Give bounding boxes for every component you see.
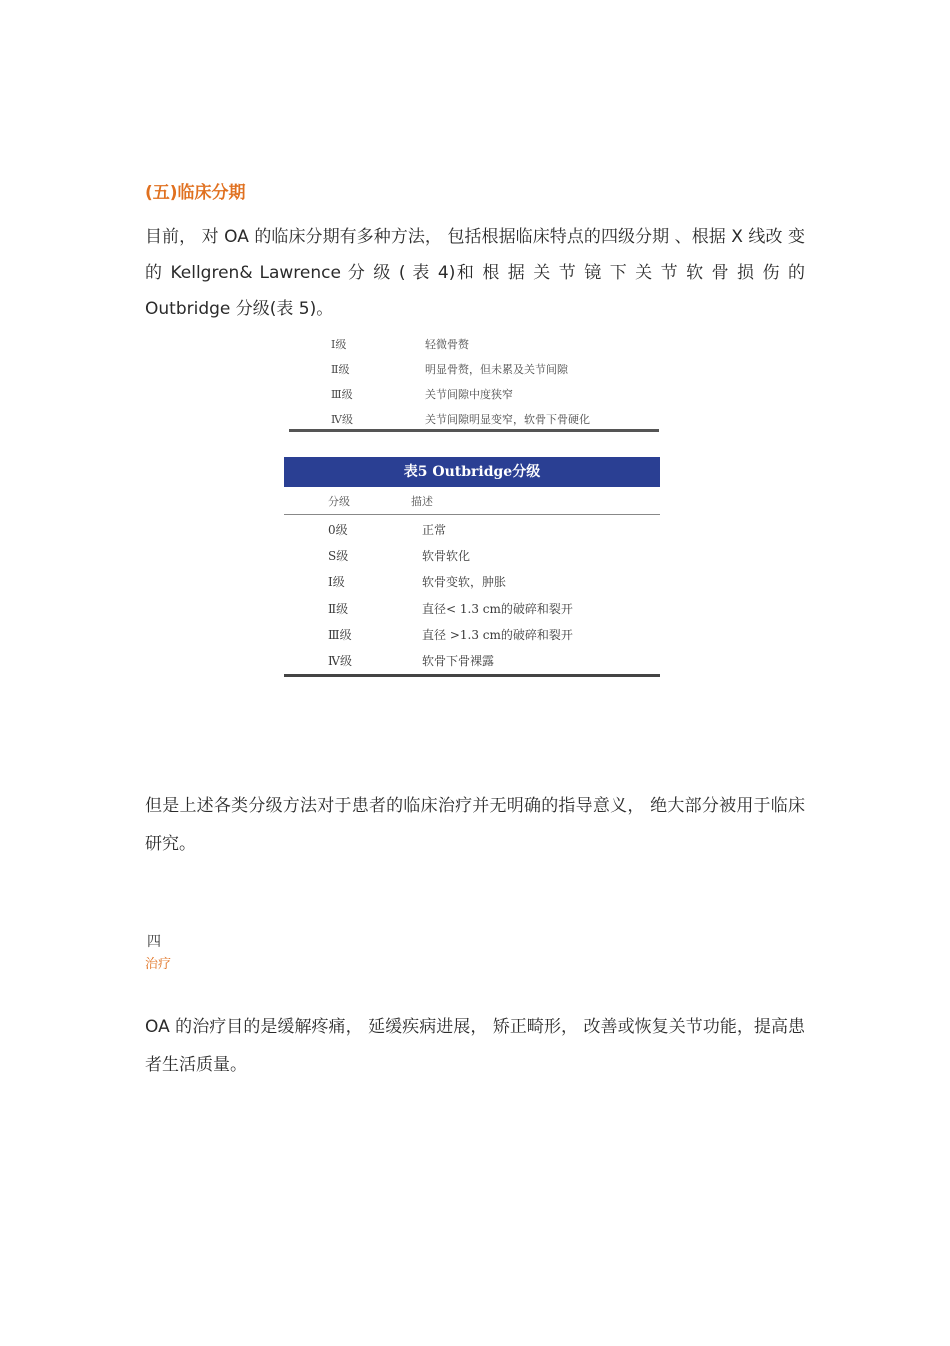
table5-row — [284, 621, 660, 647]
table4-row — [284, 357, 660, 381]
table4-desc: 明显骨赘，但未累及关节间隙 — [425, 363, 568, 376]
table5-col-grade: 分级 — [328, 495, 350, 508]
table5-grade: Ⅰ级 — [328, 575, 345, 589]
table5-row — [284, 542, 660, 568]
table5-row — [284, 568, 660, 594]
chapter-title: 治疗 — [145, 957, 172, 972]
table4-row — [284, 332, 660, 356]
table4-bottom-rule — [289, 429, 659, 432]
table5-row — [284, 647, 660, 673]
limitation-paragraph: 但是上述各类分级方法对于患者的临床治疗并无明确的指导意义， 绝大部分被用于临床研究。 — [145, 796, 805, 854]
chapter-number: 四 — [147, 934, 161, 950]
table4-desc: 轻微骨赘 — [425, 338, 469, 351]
table5-row — [284, 516, 660, 542]
table4-grade: Ⅰ级 — [331, 338, 347, 351]
table5-grade: Ⅱ级 — [328, 602, 349, 616]
staging-tables-image — [284, 318, 660, 680]
table5-desc: 正常 — [422, 523, 447, 537]
section-title: (五)临床分期 — [145, 183, 246, 203]
table5-row — [284, 595, 660, 621]
table4-grade: Ⅳ级 — [331, 413, 353, 426]
table4-grade: Ⅲ级 — [331, 388, 353, 401]
table5-grade: S级 — [328, 549, 349, 563]
table5-desc: 直径 >1.3 cm的破碎和裂开 — [422, 628, 573, 642]
table5-header-rule — [284, 514, 660, 515]
table4-desc: 关节间隙明显变窄，软骨下骨硬化 — [425, 413, 590, 426]
table5-desc: 软骨变软，肿胀 — [422, 575, 507, 589]
table5-desc: 软骨软化 — [422, 549, 471, 563]
intro-paragraph: 目前， 对 OA 的临床分期有多种方法， 包括根据临床特点的四级分期 、根据 X 线改 变 的 Kellgren& Lawrence 分 级 ( 表 4)和 根 据 关 节 镜 下 关 节 软 骨 损 伤 的 Outbridge 分级(表 5)。 — [145, 227, 805, 319]
table5-bottom-rule — [284, 674, 660, 677]
table5-desc: 直径< 1.3 cm的破碎和裂开 — [422, 602, 573, 616]
treatment-goal-paragraph: OA 的治疗目的是缓解疼痛， 延缓疾病进展， 矫正畸形， 改善或恢复关节功能，提高患者生活质量。 — [145, 1017, 805, 1075]
table5-column-header — [284, 490, 660, 512]
table5-col-desc: 描述 — [411, 495, 433, 508]
table5-title: 表5 Outbridge分级 — [284, 457, 660, 487]
table4-grade: Ⅱ级 — [331, 363, 350, 376]
table5-grade: Ⅳ级 — [328, 654, 352, 668]
table5-grade: 0级 — [328, 523, 348, 537]
table4-row — [284, 407, 660, 431]
table4-desc: 关节间隙中度狭窄 — [425, 388, 513, 401]
table5-grade: Ⅲ级 — [328, 628, 352, 642]
table5-desc: 软骨下骨裸露 — [422, 654, 495, 668]
table4-row — [284, 382, 660, 406]
